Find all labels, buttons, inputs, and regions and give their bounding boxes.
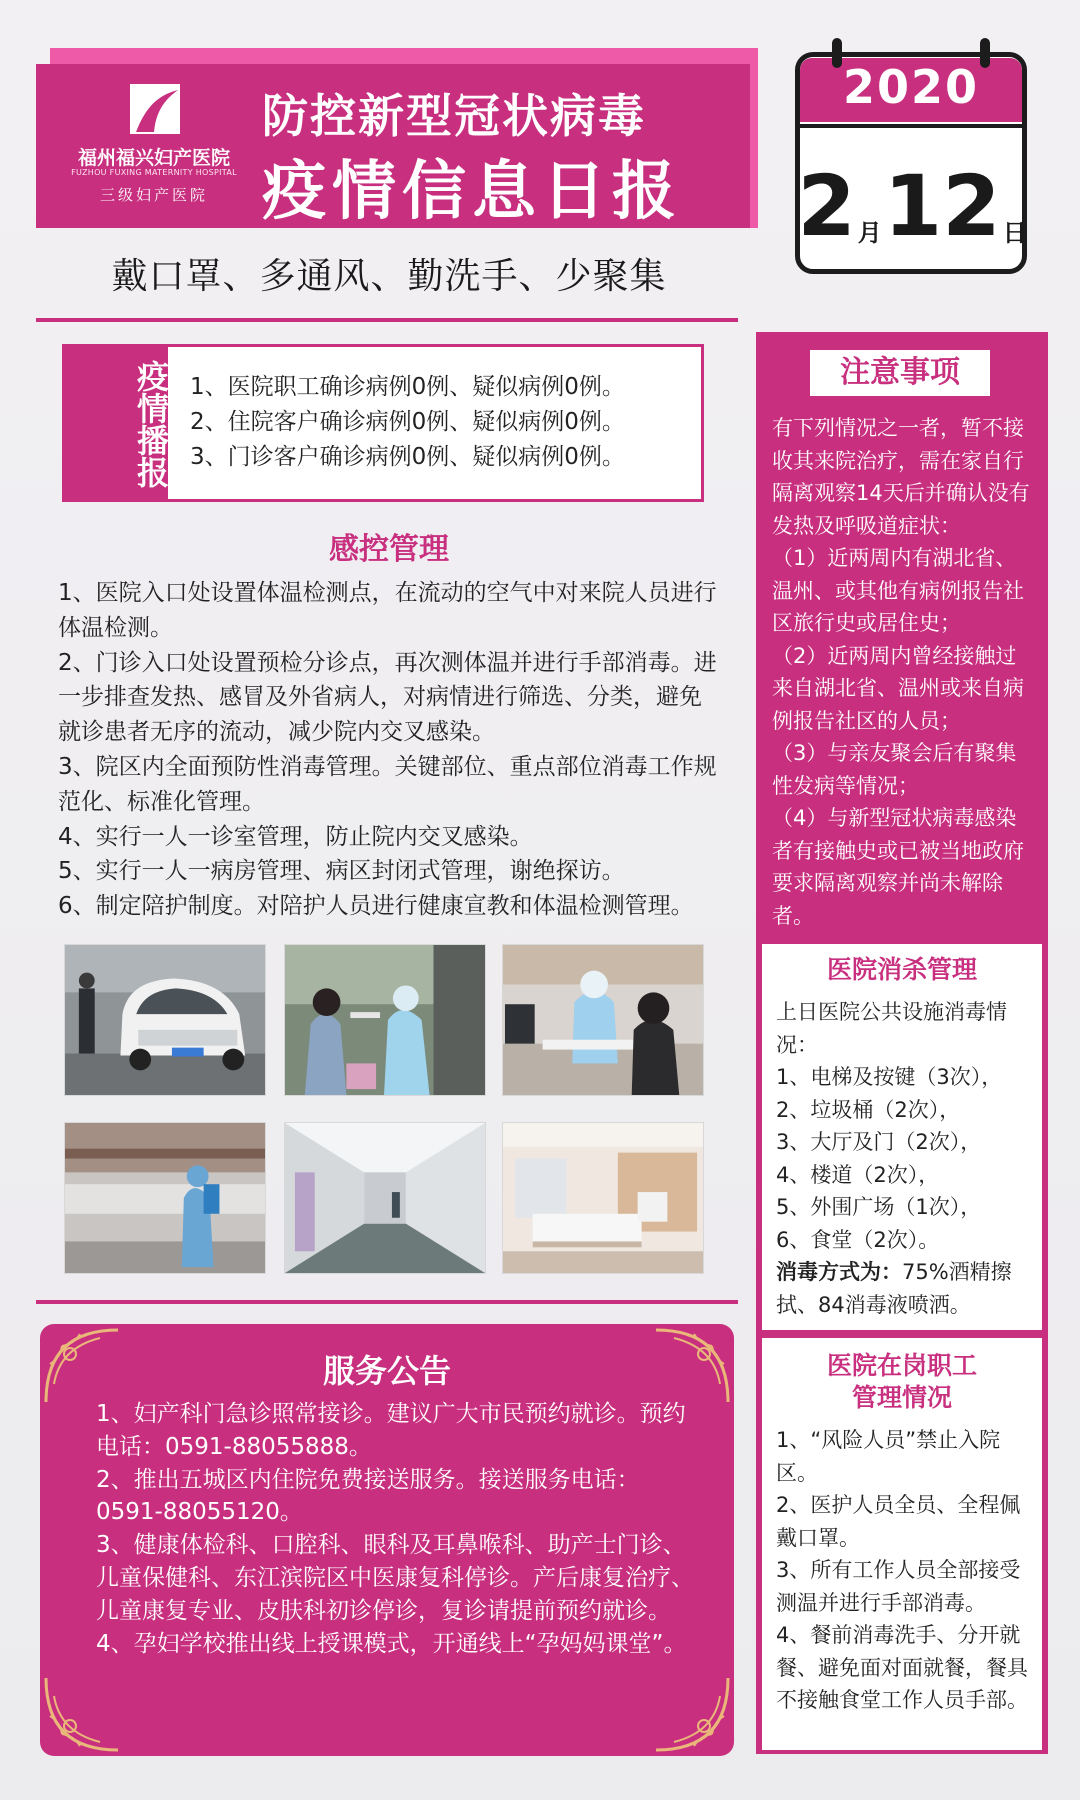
list-item: 4、孕妇学校推出线上授课模式，开通线上“孕妈妈课堂”。: [96, 1630, 687, 1657]
ornament-corner-icon: [650, 1672, 734, 1756]
hospital-name-en: FUZHOU FUXING MATERNITY HOSPITAL: [71, 168, 237, 177]
service-notice-list: [96, 1398, 696, 1660]
list-item: 2、垃圾桶（2次），: [776, 1097, 961, 1122]
list-item: 4、楼道（2次），: [776, 1162, 940, 1187]
list-item: 3、健康体检科、口腔科、眼科及耳鼻喉科、助产士门诊、儿童保健科、东江滨院区中医康复科停诊。产后康复治疗、儿童康复专业、皮肤科初诊停诊，复诊请提前预约就诊。: [96, 1532, 694, 1624]
title-line-2: 疫情信息日报: [262, 155, 682, 229]
photo-temperature-check: [284, 944, 486, 1096]
calendar-month-suffix: 月: [857, 219, 882, 247]
list-item: （2）近两周内曾经接触过来自湖北省、温州或来自病例报告社区的人员；: [772, 643, 1024, 733]
list-item: 1、电梯及按键（3次），: [776, 1065, 1003, 1089]
list-item: 6、制定陪护制度。对陪护人员进行健康宣教和体温检测管理。: [58, 893, 694, 920]
list-item: 4、实行一人一诊室管理，防止院内交叉感染。: [58, 823, 533, 850]
slogan: 戴口罩、多通风、勤洗手、少聚集: [111, 256, 667, 297]
list-item: 2、医护人员全员、全程佩戴口罩。: [776, 1493, 1021, 1550]
list-item: （1）近两周内有湖北省、温州、或其他有病例报告社区旅行史或居住史；: [772, 546, 1024, 635]
list-item: （3）与亲友聚会后有聚集性发病等情况；: [772, 741, 1017, 798]
list-item: 1、妇产科门急诊照常接诊。建议广大市民预约就诊。预约电话：0591-88055888。: [96, 1401, 686, 1460]
list-item: 5、实行一人一病房管理、病区封闭式管理，谢绝探访。: [58, 858, 625, 885]
list-item: 3、院区内全面预防性消毒管理。关键部位、重点部位消毒工作规范化、标准化管理。: [58, 753, 717, 815]
report-line: 3、门诊客户确诊病例0例、疑似病例0例。: [190, 444, 625, 470]
service-notice-title: 服务公告: [322, 1352, 451, 1390]
staff-title-line-1: 医院在岗职工: [826, 1351, 977, 1380]
photo-disinfection-spray: [64, 1122, 266, 1274]
list-item: 3、大厅及门（2次），: [776, 1130, 982, 1154]
list-item: 5、外围广场（1次），: [776, 1195, 982, 1219]
ornament-corner-icon: [40, 1672, 124, 1756]
list-item: 2、门诊入口处设置预检分诊点，再次测体温并进行手部消毒。进一步排查发热、感冒及外省病人，对病情进行筛选、分类，避免就诊患者无序的流动，减少院内交叉感染。: [58, 649, 717, 746]
hospital-name: 福州福兴妇产医院: [77, 147, 230, 169]
hospital-grade: 三级妇产医院: [99, 186, 208, 204]
infection-control-title: 感控管理: [329, 532, 449, 567]
calendar-month: 2: [797, 157, 856, 255]
list-item: 4、餐前消毒洗手、分开就餐、避免面对面就餐，餐具不接触食堂工作人员手部。: [776, 1623, 1028, 1712]
disinfection-method-label: 消毒方式为：: [776, 1260, 902, 1284]
calendar-day: 12: [883, 157, 1001, 255]
list-item: 1、“风险人员”禁止入院区。: [776, 1428, 1001, 1485]
disinfection-list: [776, 996, 1034, 1321]
calendar-year: 2020: [842, 60, 980, 114]
calendar-date: [797, 148, 1027, 255]
epidemic-report-title: 疫情播报: [132, 360, 170, 488]
calendar-divider: [800, 124, 1022, 128]
disinfection-title: 医院消杀管理: [826, 955, 977, 984]
list-item: 3、所有工作人员全部接受测温并进行手部消毒。: [776, 1558, 1021, 1615]
list-item: 1、医院入口处设置体温检测点，在流动的空气中对来院人员进行体温检测。: [58, 580, 717, 641]
title-line-1: 防控新型冠状病毒: [262, 89, 646, 143]
notes-title: 注意事项: [810, 350, 990, 396]
notes-intro: 有下列情况之一者，暂不接收其来院治疗，需在家自行隔离观察14天后并确认没有发热及呼吸道症状：: [772, 416, 1030, 538]
staff-title: [762, 1350, 1042, 1414]
infection-control-list: [58, 576, 718, 924]
disinfection-method: [776, 1256, 1034, 1321]
calendar-day-suffix: 日: [1002, 219, 1027, 247]
photo-patient-room: [502, 1122, 704, 1274]
list-item: （4）与新型冠状病毒感染者有接触史或已被当地政府要求隔离观察并尚未解除者。: [772, 806, 1024, 928]
divider: [36, 318, 738, 322]
photo-triage-desk: [502, 944, 704, 1096]
disinfection-method-value: 75%酒精擦拭、84消毒液喷洒。: [776, 1260, 1012, 1317]
epidemic-report-lines: [190, 370, 690, 475]
list-item: 6、食堂（2次）。: [776, 1227, 940, 1252]
notes-list: [772, 412, 1036, 932]
report-line: 2、住院客户确诊病例0例、疑似病例0例。: [190, 409, 625, 435]
divider: [36, 1300, 738, 1304]
report-line: 1、医院职工确诊病例0例、疑似病例0例。: [190, 374, 625, 400]
photo-hospital-corridor: [284, 1122, 486, 1274]
list-item: 2、推出五城区内住院免费接送服务。接送服务电话：0591-88055120。: [96, 1466, 640, 1526]
staff-list: [776, 1424, 1034, 1717]
photo-entrance-car: [64, 944, 266, 1096]
disinfection-intro: 上日医院公共设施消毒情况：: [776, 1000, 1007, 1057]
staff-title-line-2: 管理情况: [851, 1383, 952, 1412]
hospital-logo-icon: [128, 82, 182, 136]
